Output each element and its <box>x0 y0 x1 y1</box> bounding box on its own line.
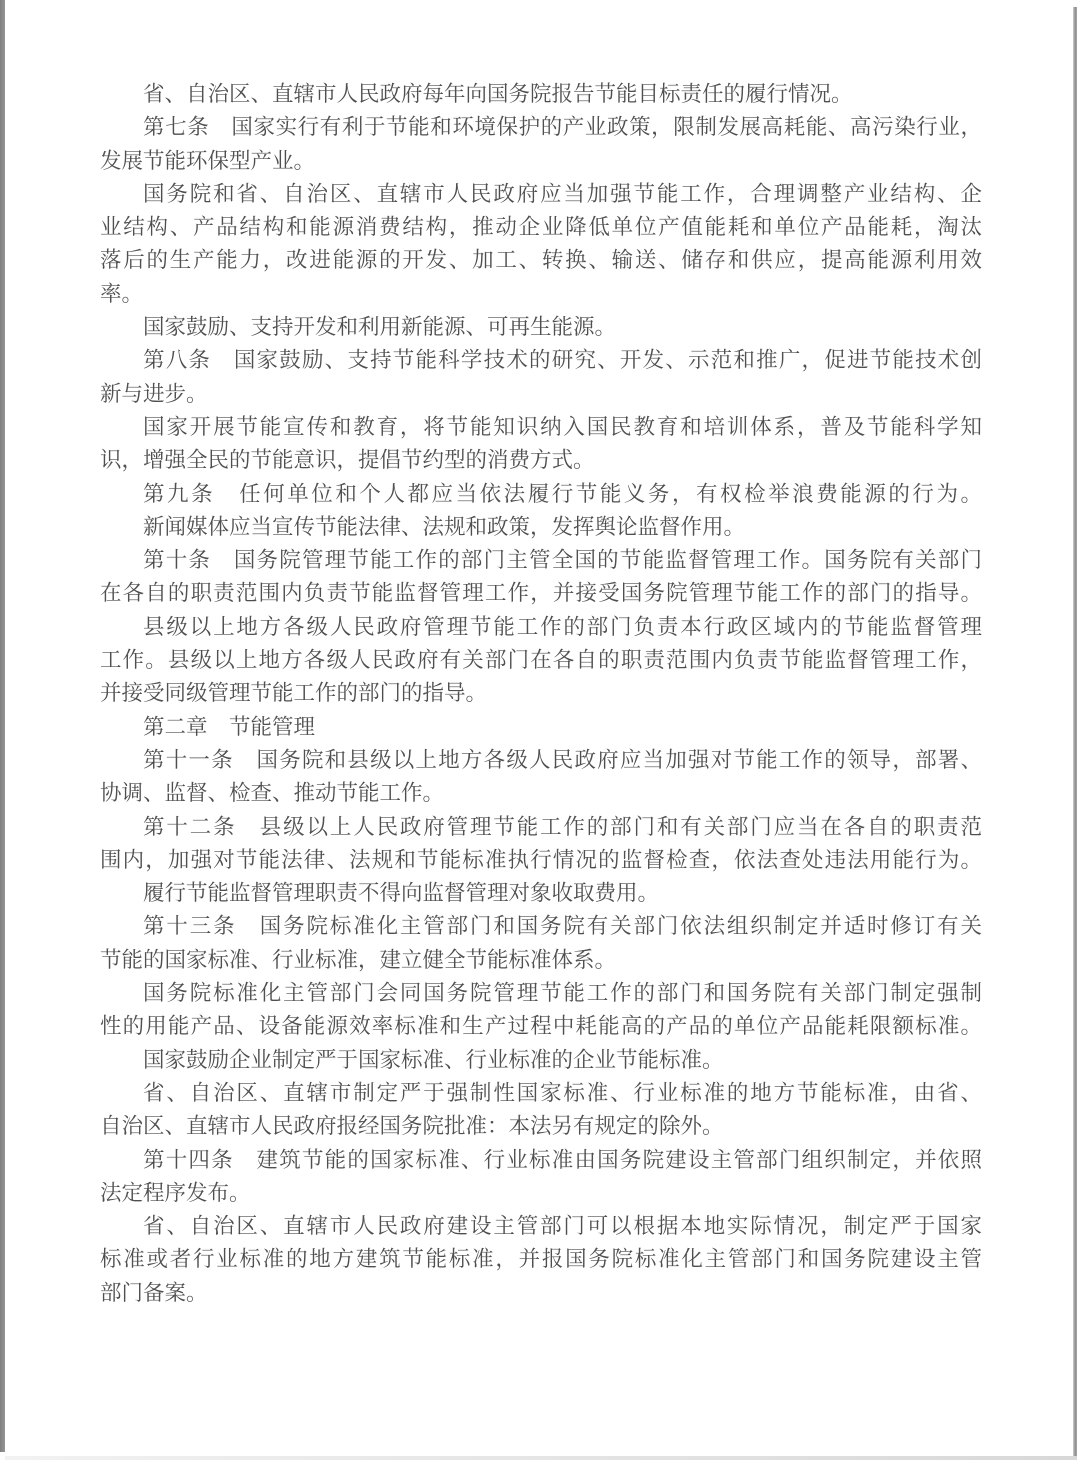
text-line: 落后的生产能力，改进能源的开发、加工、转换、输送、储存和供应，提高能源利用效 <box>100 248 982 273</box>
text-line: 履行节能监督管理职责不得向监督管理对象收取费用。 <box>143 881 660 906</box>
text-line: 协调、监督、检查、推动节能工作。 <box>100 781 445 806</box>
text-line: 业结构、产品结构和能源消费结构，推动企业降低单位产值能耗和单位产品能耗，淘汰 <box>100 215 982 240</box>
page-bottom-edge <box>5 1456 1077 1460</box>
text-line: 省、自治区、直辖市人民政府每年向国务院报告节能目标责任的履行情况。 <box>143 82 853 106</box>
text-line: 第二章 节能管理 <box>143 714 316 739</box>
text-line: 并接受同级管理节能工作的部门的指导。 <box>100 681 488 706</box>
text-line: 第十一条 国务院和县级以上地方各级人民政府应当加强对节能工作的领导，部署、 <box>143 747 982 772</box>
text-line: 国家开展节能宣传和教育，将节能知识纳入国民教育和培训体系，普及节能科学知 <box>143 414 982 439</box>
text-line: 节能的国家标准、行业标准，建立健全节能标准体系。 <box>100 947 617 972</box>
page-right-edge <box>1073 7 1077 1460</box>
text-line: 发展节能环保型产业。 <box>100 148 316 173</box>
text-line: 县级以上地方各级人民政府管理节能工作的部门负责本行政区域内的节能监督管理 <box>143 614 982 639</box>
text-line: 第十三条 国务院标准化主管部门和国务院有关部门依法组织制定并适时修订有关 <box>143 914 982 939</box>
document-text <box>100 78 982 1310</box>
text-line: 新闻媒体应当宣传节能法律、法规和政策，发挥舆论监督作用。 <box>143 514 746 539</box>
text-line: 部门备案。 <box>100 1280 208 1305</box>
text-line: 自治区、直辖市人民政府报经国务院批准：本法另有规定的除外。 <box>100 1114 724 1139</box>
text-line: 在各自的职责范围内负责节能监督管理工作，并接受国务院管理节能工作的部门的指导。 <box>100 581 982 606</box>
text-line: 国家鼓励、支持开发和利用新能源、可再生能源。 <box>143 315 617 340</box>
text-line: 率。 <box>100 281 144 306</box>
text-line: 标准或者行业标准的地方建筑节能标准，并报国务院标准化主管部门和国务院建设主管 <box>100 1247 982 1272</box>
text-line: 第七条 国家实行有利于节能和环境保护的产业政策，限制发展高耗能、高污染行业， <box>143 115 982 140</box>
text-line: 国务院和省、自治区、直辖市人民政府应当加强节能工作，合理调整产业结构、企 <box>143 181 982 206</box>
page-left-edge <box>0 0 5 1452</box>
text-line: 第十条 国务院管理节能工作的部门主管全国的节能监督管理工作。国务院有关部门 <box>143 548 982 573</box>
text-line: 法定程序发布。 <box>100 1180 251 1205</box>
text-line: 围内，加强对节能法律、法规和节能标准执行情况的监督检查，依法查处违法用能行为。 <box>100 847 982 872</box>
text-line: 新与进步。 <box>100 381 208 406</box>
text-line: 省、自治区、直辖市制定严于强制性国家标准、行业标准的地方节能标准，由省、 <box>143 1080 982 1105</box>
text-line: 第八条 国家鼓励、支持节能科学技术的研究、开发、示范和推广，促进节能技术创 <box>143 348 982 373</box>
text-line: 工作。县级以上地方各级人民政府有关部门在各自的职责范围内负责节能监督管理工作， <box>100 648 982 673</box>
text-line: 识，增强全民的节能意识，提倡节约型的消费方式。 <box>100 448 595 473</box>
text-line: 第十四条 建筑节能的国家标准、行业标准由国务院建设主管部门组织制定，并依照 <box>143 1147 982 1172</box>
text-line: 第十二条 县级以上人民政府管理节能工作的部门和有关部门应当在各自的职责范 <box>143 814 982 839</box>
text-line: 国家鼓励企业制定严于国家标准、行业标准的企业节能标准。 <box>143 1047 724 1072</box>
text-line: 性的用能产品、设备能源效率标准和生产过程中耗能高的产品的单位产品能耗限额标准。 <box>100 1014 982 1039</box>
text-line: 省、自治区、直辖市人民政府建设主管部门可以根据本地实际情况，制定严于国家 <box>143 1214 982 1239</box>
text-line: 第九条 任何单位和个人都应当依法履行节能义务，有权检举浪费能源的行为。 <box>143 481 982 506</box>
text-line: 国务院标准化主管部门会同国务院管理节能工作的部门和国务院有关部门制定强制 <box>143 981 982 1006</box>
